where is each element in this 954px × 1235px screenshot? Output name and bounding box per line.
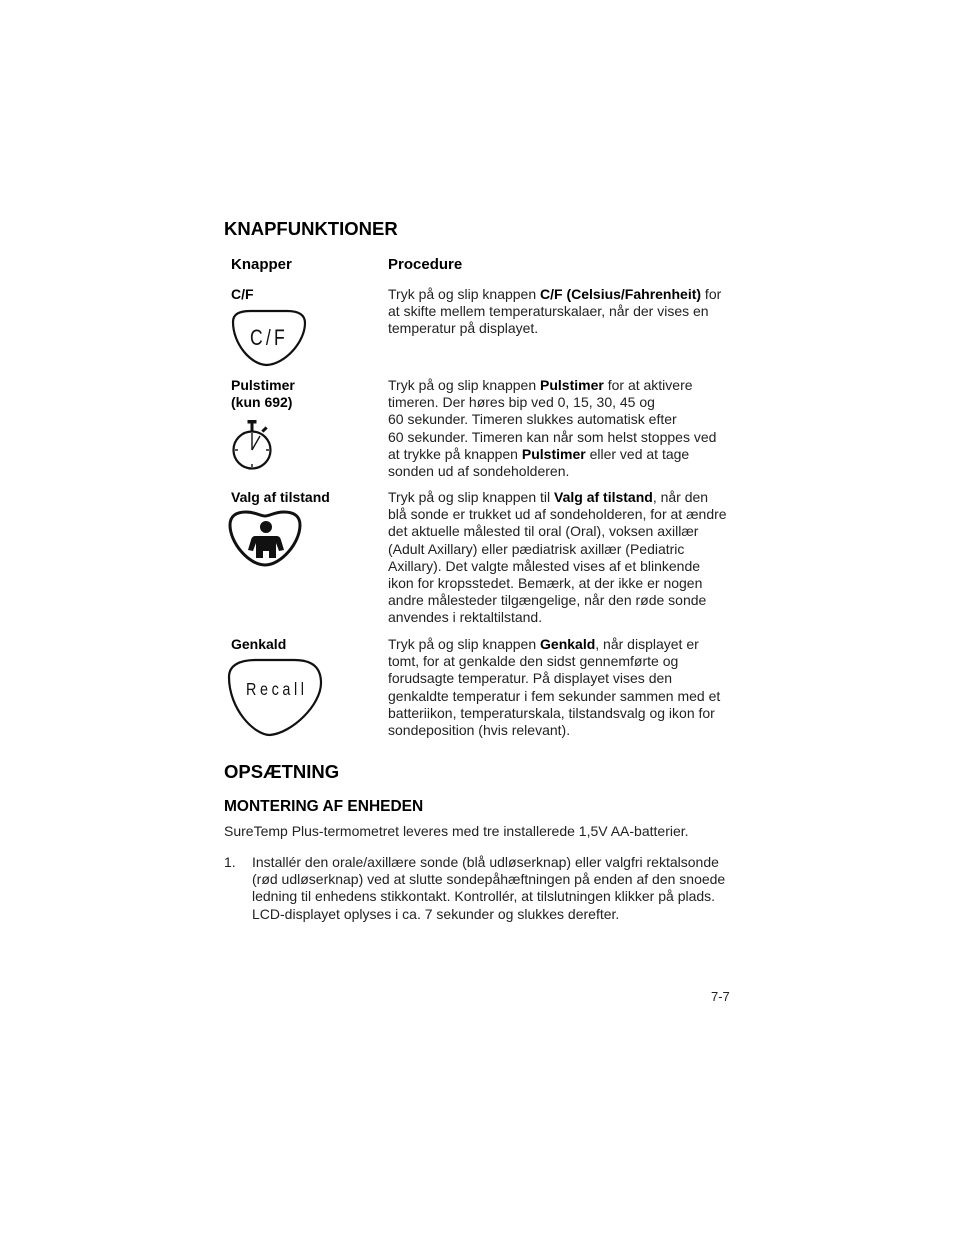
procedure-text: for at aktivere [603, 377, 693, 393]
page-number: 7-7 [711, 989, 730, 1004]
column-header-procedure: Procedure [388, 256, 463, 273]
step-line: (rød udløserknap) ved at slutte sondepåhæftningen på enden af den snoede [252, 871, 726, 888]
step-text [252, 854, 725, 923]
button-label-pulse-timer [231, 377, 295, 411]
procedure-text: eller ved at tage [585, 445, 690, 462]
procedure-text: , når den [652, 489, 709, 505]
setup-subtitle: MONTERING AF ENHEDEN [224, 798, 424, 815]
procedure-line: temperatur på displayet. [388, 320, 539, 337]
recall-button-lettering: Recall [246, 679, 308, 700]
recall-button-icon [226, 657, 324, 739]
procedure-text: for [701, 286, 722, 302]
procedure-bold-text: Genkald [540, 636, 596, 652]
button-label-line: C/F [231, 286, 254, 302]
procedure-text: Tryk på og slip knappen [388, 636, 541, 652]
procedure-line: blå sonde er trukket ud af sondeholderen, for at ændre [388, 506, 727, 523]
stopwatch-icon [229, 418, 275, 474]
step-line: LCD-displayet oplyses i ca. 7 sekunder og slukkes derefter. [252, 905, 620, 922]
procedure-line: tomt, for at genkalde den sidst gennemførte og [388, 653, 679, 670]
step-line: Installér den orale/axillære sonde (blå udløserknap) eller valgfri rektalsonde [252, 854, 719, 870]
procedure-line [388, 489, 727, 506]
procedure-line: andre målesteder tilgængelige, når den røde sonde [388, 592, 707, 609]
procedure-pulse-timer [388, 377, 716, 480]
button-label-line: Pulstimer [231, 377, 295, 393]
procedure-line: genkaldte temperatur i fem sekunder sammen med et [388, 687, 721, 704]
cf-button-icon [229, 308, 309, 368]
procedure-line: 60 sekunder. Timeren kan når som helst stoppes ved [388, 428, 717, 445]
procedure-line: batteriikon, temperaturskala, tilstandsvalg og ikon for [388, 704, 715, 721]
button-label-line: Valg af tilstand [231, 489, 330, 505]
procedure-cf [388, 286, 721, 338]
procedure-recall [388, 636, 720, 739]
procedure-line [388, 377, 716, 394]
column-header-buttons: Knapper [231, 256, 292, 273]
intro-line: SureTemp Plus-termometret leveres med tre installerede 1,5V AA-batterier. [224, 823, 689, 839]
procedure-bold-text: C/F (Celsius/Fahrenheit) [540, 286, 702, 302]
setup-intro [224, 823, 689, 840]
button-label-line: (kun 692) [231, 394, 293, 411]
step-number [224, 854, 236, 871]
button-label-line: Genkald [231, 636, 287, 652]
procedure-line: 60 sekunder. Timeren slukkes automatisk efter [388, 411, 677, 428]
stopwatch-side-button [261, 426, 267, 432]
procedure-text: Tryk på og slip knappen [388, 377, 541, 393]
button-label-cf [231, 286, 254, 303]
procedure-line: det aktuelle målested til oral (Oral), voksen axillær [388, 523, 699, 540]
procedure-text: Tryk på og slip knappen til [388, 489, 555, 505]
procedure-line: ikon for kropsstedet. Bemærk, at der ikke er nogen [388, 574, 703, 591]
procedure-line: sonden ud af sondeholderen. [388, 462, 570, 479]
procedure-bold-text: Valg af tilstand [554, 489, 653, 505]
procedure-bold-text: Pulstimer [540, 377, 604, 393]
procedure-line: sondeposition (hvis relevant). [388, 721, 571, 738]
procedure-text: at trykke på knappen [388, 445, 522, 462]
procedure-line: Axillary). Det valgte målested vises af et blinkende [388, 557, 701, 574]
procedure-line: anvendes i rektaltilstand. [388, 609, 543, 626]
button-label-mode-select [231, 489, 330, 506]
procedure-line [388, 636, 720, 653]
button-label-recall [231, 636, 286, 653]
procedure-bold-text: Pulstimer [521, 445, 586, 462]
procedure-line: (Adult Axillary) eller pædiatrisk axillær (Pediatric [388, 540, 685, 557]
person-head-icon [260, 521, 272, 533]
procedure-line: forudsagte temperatur. På displayet vises den [388, 670, 673, 687]
step-number-text: 1. [224, 854, 236, 870]
step-line: ledning til enhedens stikkontakt. Kontrollér, at tilslutningen klikker på plads. [252, 888, 716, 905]
procedure-line: at skifte mellem temperaturskalaer, når der vises en [388, 303, 709, 320]
procedure-mode-select [388, 489, 727, 627]
procedure-line [388, 286, 721, 303]
procedure-line: timeren. Der høres bip ved 0, 15, 30, 45 og [388, 394, 655, 411]
setup-title: OPSÆTNING [224, 761, 340, 782]
body-site-mode-icon [227, 509, 303, 569]
stopwatch-stem [251, 423, 254, 431]
procedure-text: Tryk på og slip knappen [388, 286, 541, 302]
procedure-text: , når displayet er [595, 636, 699, 652]
section-title: KNAPFUNKTIONER [224, 218, 398, 239]
stopwatch-crown [248, 420, 257, 424]
procedure-line [388, 446, 716, 463]
cf-button-lettering: C/F [250, 326, 288, 351]
